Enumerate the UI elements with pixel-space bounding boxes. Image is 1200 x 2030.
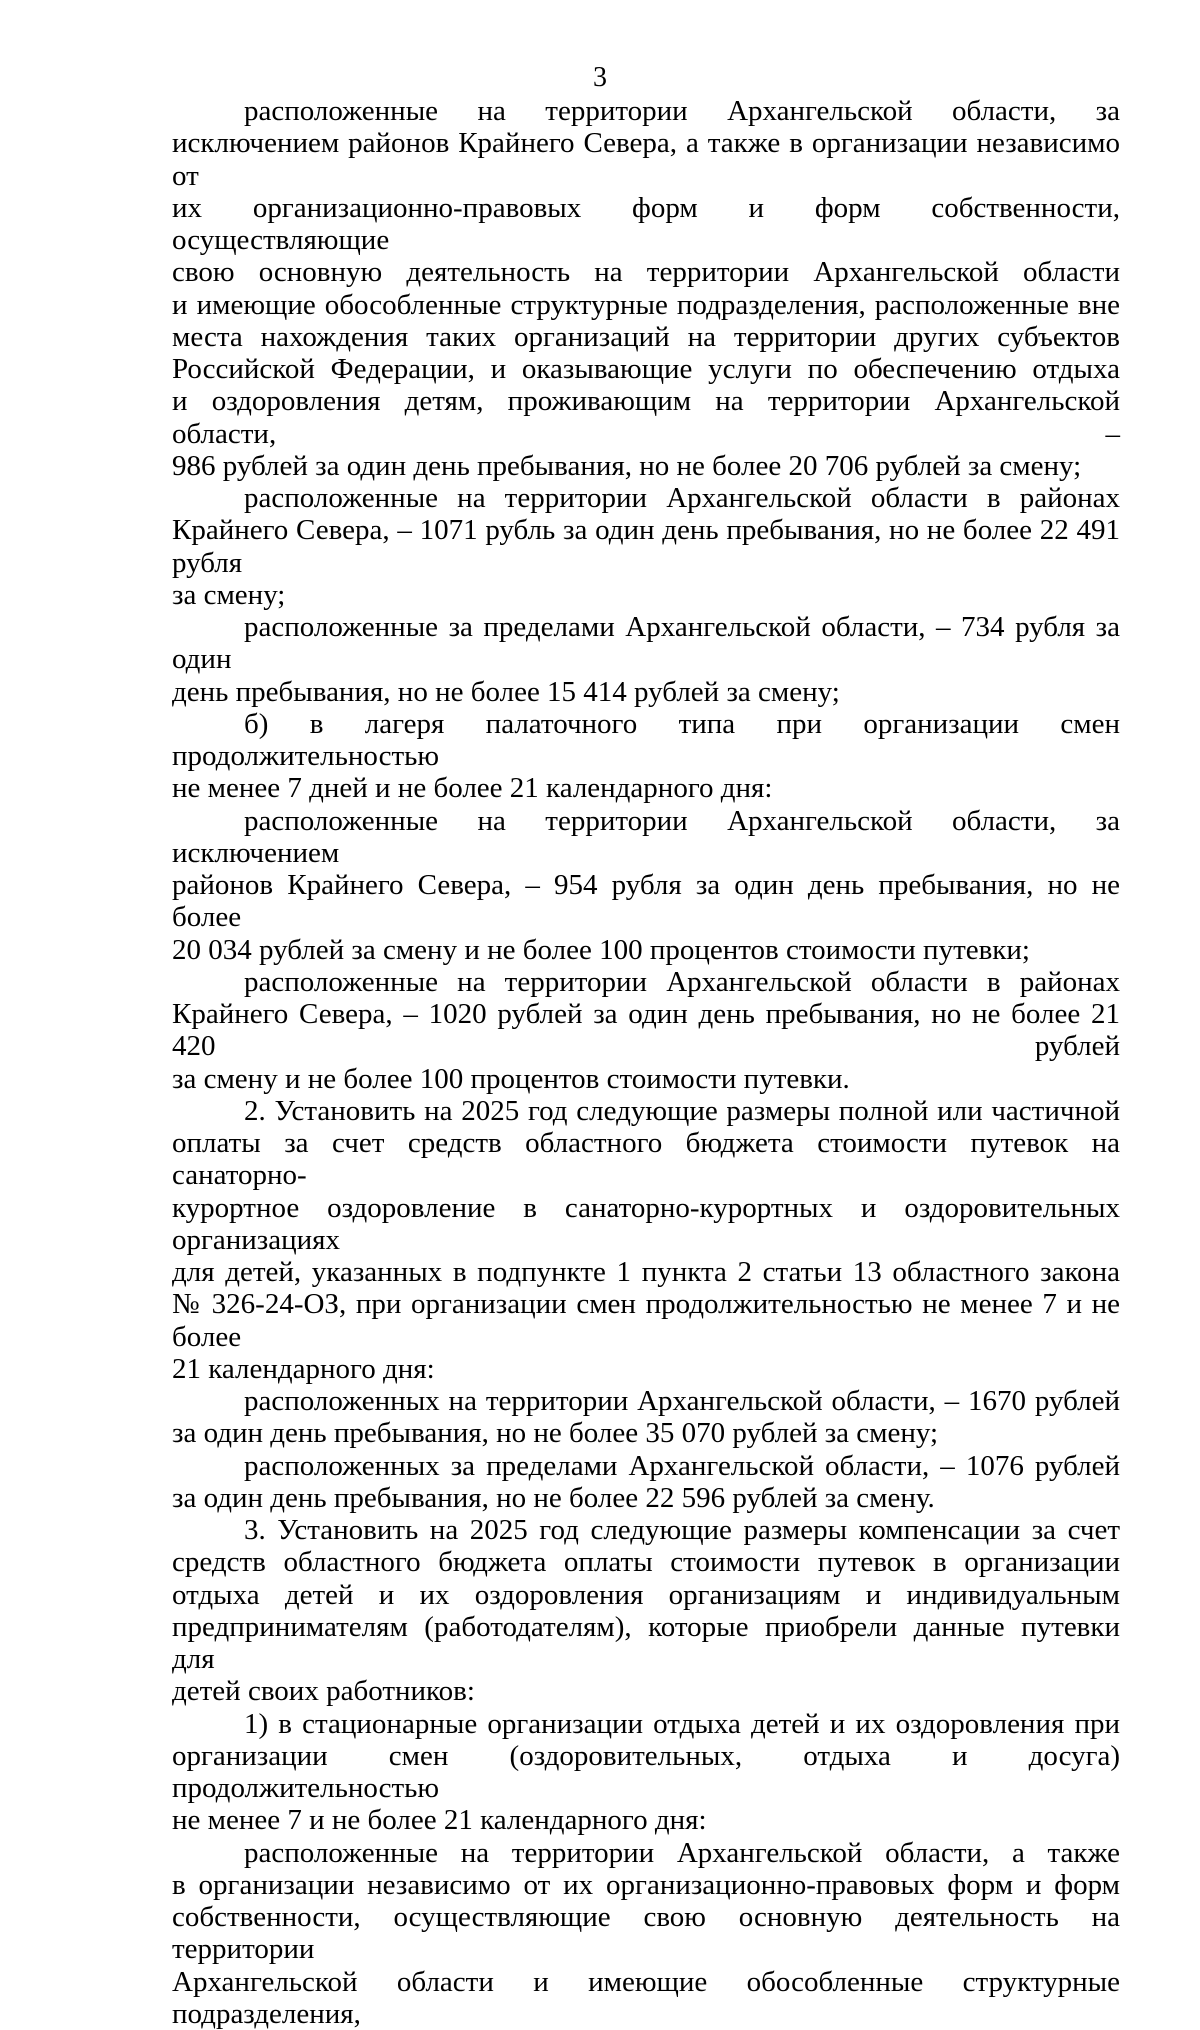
text-line: расположенных за пределами Архангельской области, – 1076 рублей (172, 1450, 1120, 1482)
text-line: курортное оздоровление в санаторно-курортных и оздоровительных организациях (172, 1192, 1120, 1257)
paragraph (172, 1385, 1120, 1450)
text-line: расположенные на территории Архангельской области, за (172, 95, 1120, 127)
text-line: не менее 7 и не более 21 календарного дня: (172, 1804, 1120, 1836)
text-line: Российской Федерации, и оказывающие услуги по обеспечению отдыха (172, 353, 1120, 385)
text-line: исключением районов Крайнего Севера, а также в организации независимо от (172, 127, 1120, 192)
text-line: свою основную деятельность на территории Архангельской области (172, 256, 1120, 288)
text-line: собственности, осуществляющие свою основную деятельность на территории (172, 1901, 1120, 1966)
text-line: организации смен (оздоровительных, отдыха и досуга) продолжительностью (172, 1740, 1120, 1805)
text-line: в организации независимо от их организационно-правовых форм и форм (172, 1869, 1120, 1901)
text-line: 21 календарного дня: (172, 1353, 1120, 1385)
paragraph (172, 1095, 1120, 1385)
paragraph (172, 611, 1120, 708)
paragraph (172, 1450, 1120, 1515)
text-line: для детей, указанных в подпункте 1 пункта 2 статьи 13 областного закона (172, 1256, 1120, 1288)
text-line: места нахождения таких организаций на территории других субъектов (172, 321, 1120, 353)
text-line: оплаты за счет средств областного бюджета стоимости путевок на санаторно- (172, 1127, 1120, 1192)
text-line: отдыха детей и их оздоровления организациям и индивидуальным (172, 1579, 1120, 1611)
paragraph (172, 1708, 1120, 1837)
paragraph (172, 708, 1120, 805)
paragraph (172, 966, 1120, 1095)
text-line: расположенных на территории Архангельской области, – 1670 рублей (172, 1385, 1120, 1417)
text-line: средств областного бюджета оплаты стоимости путевок в организации (172, 1546, 1120, 1578)
paragraph (172, 1514, 1120, 1708)
text-line: за смену; (172, 579, 1120, 611)
text-line: районов Крайнего Севера, – 954 рубля за один день пребывания, но не более (172, 869, 1120, 934)
text-line: Крайнего Севера, – 1020 рублей за один день пребывания, но не более 21 420 рублей (172, 998, 1120, 1063)
paragraph (172, 1837, 1120, 2030)
paragraph (172, 482, 1120, 611)
text-line: Архангельской области и имеющие обособленные структурные подразделения, (172, 1966, 1120, 2030)
text-line: за один день пребывания, но не более 22 596 рублей за смену. (172, 1482, 1120, 1514)
paragraph (172, 95, 1120, 482)
text-line: № 326-24-ОЗ, при организации смен продолжительностью не менее 7 и не более (172, 1288, 1120, 1353)
text-line: расположенные на территории Архангельской области в районах (172, 966, 1120, 998)
text-line: предпринимателям (работодателям), которые приобрели данные путевки для (172, 1611, 1120, 1676)
text-line: детей своих работников: (172, 1675, 1120, 1707)
text-line: 1) в стационарные организации отдыха детей и их оздоровления при (172, 1708, 1120, 1740)
text-line: Крайнего Севера, – 1071 рубль за один день пребывания, но не более 22 491 рубля (172, 514, 1120, 579)
text-line: 2. Установить на 2025 год следующие размеры полной или частичной (172, 1095, 1120, 1127)
text-line: их организационно-правовых форм и форм собственности, осуществляющие (172, 192, 1120, 257)
text-line: расположенные за пределами Архангельской области, – 734 рубля за один (172, 611, 1120, 676)
document-body (172, 95, 1120, 2030)
text-line: и оздоровления детям, проживающим на территории Архангельской области, – (172, 385, 1120, 450)
text-line: расположенные на территории Архангельской области, а также (172, 1837, 1120, 1869)
text-line: день пребывания, но не более 15 414 рублей за смену; (172, 676, 1120, 708)
page-number: 3 (0, 62, 1200, 94)
text-line: за один день пребывания, но не более 35 070 рублей за смену; (172, 1417, 1120, 1449)
text-line: и имеющие обособленные структурные подразделения, расположенные вне (172, 289, 1120, 321)
text-line: 3. Установить на 2025 год следующие размеры компенсации за счет (172, 1514, 1120, 1546)
text-line: расположенные на территории Архангельской области, за исключением (172, 805, 1120, 870)
text-line: не менее 7 дней и не более 21 календарного дня: (172, 772, 1120, 804)
text-line: за смену и не более 100 процентов стоимости путевки. (172, 1063, 1120, 1095)
text-line: расположенные на территории Архангельской области в районах (172, 482, 1120, 514)
text-line: 986 рублей за один день пребывания, но не более 20 706 рублей за смену; (172, 450, 1120, 482)
text-line: б) в лагеря палаточного типа при организации смен продолжительностью (172, 708, 1120, 773)
paragraph (172, 805, 1120, 966)
text-line: 20 034 рублей за смену и не более 100 процентов стоимости путевки; (172, 934, 1120, 966)
